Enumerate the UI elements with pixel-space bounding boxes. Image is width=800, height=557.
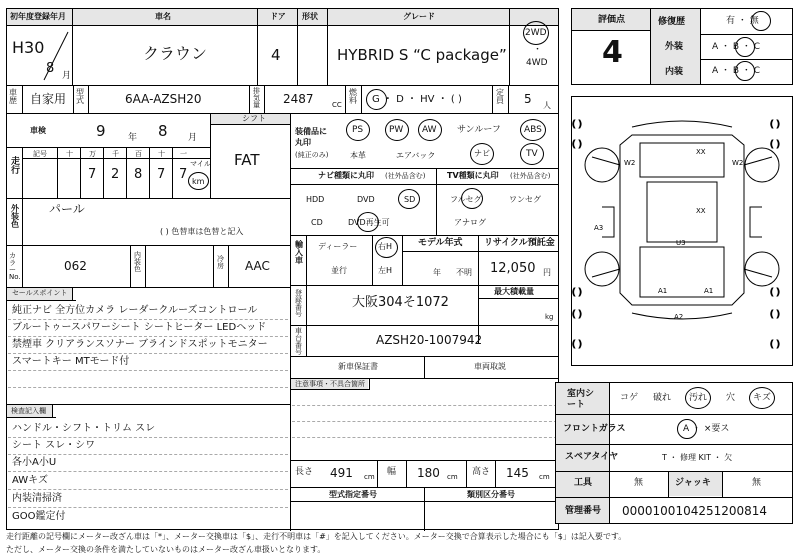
tv-fullseg: フルセグ [450,195,482,204]
svg-text:( ): ( ) [770,340,780,350]
era-value: H30 [12,38,45,57]
chassis-value: AZSH20-1007942 [376,333,483,347]
navi-label: ナビ種類に丸印 [318,171,374,180]
shape-label: 形状 [302,12,318,21]
color-label: 外装色 [11,204,19,229]
windshield-options: A ・ ×要ス [683,424,730,434]
seat-burn: コゲ [620,393,639,403]
grade-value: HYBRID S “C package” [337,46,507,64]
seat-hole: 穴 [726,393,736,403]
doors-value: 4 [271,46,281,64]
svg-text:( ): ( ) [572,288,582,298]
equip-aw: AW [422,125,437,135]
seat-scratch: キズ [753,393,771,403]
shift-label: シフト [242,114,266,123]
registration-value: 大阪304そ1072 [352,295,449,310]
drive-4wd: 4WD [526,58,548,68]
class-label: 車歴 [9,88,17,105]
import-lh: 左H [378,266,393,275]
mark-xx-top: XX [696,148,706,156]
model-year-unknown: 不明 [456,268,472,277]
jack-value: 無 [752,478,762,488]
svg-text:( ): ( ) [572,310,582,320]
inspection-month-unit: 月 [188,133,198,143]
svg-text:( ): ( ) [572,120,582,130]
sales-label: セールスポイント [12,289,68,297]
seat-tear: 破れ [653,393,672,403]
mgmt-value: 0000100104251200814 [622,504,768,518]
warranty-manual: 車両取説 [474,362,506,371]
km-label: km [192,177,205,186]
class-no-label: 類別区分番号 [467,490,515,499]
equip-pw: PW [389,125,404,135]
import-dealer: ディーラー [318,242,358,251]
drive-2wd: 2WD [525,28,547,38]
equip-leather: 本革 [350,151,366,160]
ac-label: 冷房 [217,255,224,270]
digit-label-5: 一 [180,150,187,158]
inspection-label: 車検 [30,126,46,135]
equip-abs: ABS [524,125,542,135]
jack-label: ジャッキ [675,478,711,488]
person-unit: 人 [543,101,551,110]
max-load-label: 最大積載量 [494,287,534,296]
digit-2: 8 [134,167,143,182]
digit-label-1: 万 [89,150,96,158]
inspector-line-4: AWキズ [12,475,48,486]
navi-dvd: DVD [357,195,375,204]
displacement-label: 排気量 [253,87,260,109]
color-note: ( ) 色替車は色替と記入 [160,227,244,236]
seat-label: 室内シート [567,389,595,410]
import-label: 輸入車 [295,240,303,265]
import-rh: 右H [378,242,393,251]
color-no-value: 062 [64,259,87,273]
inspector-line-5: 内装清掃済 [12,493,62,504]
inspector-line-6: GOO鑑定付 [12,511,66,522]
exterior-label: 外装 [665,42,684,52]
tv-oneseg: ワンセグ [509,195,541,204]
svg-text:( ): ( ) [572,340,582,350]
recycle-label: リサイクル預託金 [484,238,555,248]
footer-line-1: 走行距離の記号欄にメーター改ざん車は「*」、メーター交換車は「$」、走行不明車は「#」を記入してください。メーター交換で合算表示した場合にも「$」は記入要です。 [6,532,627,541]
inspector-line-2: シート スレ・シワ [12,440,96,451]
ext-options: A ・ B ・ C [712,42,761,52]
mileage-label: 走行 [11,157,21,176]
equip-navi: ナビ [474,149,490,158]
svg-text:( ): ( ) [572,140,582,150]
digit-label-0: 十 [66,150,73,158]
score-value: 4 [602,35,623,70]
car-name-label: 車名 [155,12,171,21]
height-unit: cm [539,473,550,481]
mileage-code-label: 記号 [33,150,47,158]
windshield-label: フロントガラス [563,424,626,434]
month-unit: 月 [62,71,72,81]
model-value: 6AA-AZSH20 [125,92,202,106]
import-parallel: 並行 [331,266,347,275]
navi-cd: CD [311,218,323,227]
mark-a1-left: A1 [658,287,668,295]
capacity-label: 定員 [496,88,504,105]
equipment-label: 装備品に丸印 [295,127,327,147]
type-approval-label: 型式指定番号 [329,490,377,499]
navi-hdd: HDD [306,195,325,204]
width-unit: cm [447,473,458,481]
interior-label: 内装 [665,67,684,77]
shift-value: FAT [234,151,260,169]
svg-text:( ): ( ) [770,140,780,150]
tv-analog: アナログ [454,218,486,227]
class-value: 自家用 [30,92,67,106]
model-year-label: モデル年式 [418,238,463,248]
footer-line-2: ただし、メーター交換の条件を満たしていないものはメーター改ざん車扱いとなります。 [6,545,326,554]
equip-sunroof: サンルーフ [457,125,501,135]
equip-airbag: エアバック [396,151,436,160]
spare-label: スペアタイヤ [565,452,619,462]
repair-label: 修復歴 [658,17,686,27]
equip-ps: PS [352,125,364,135]
sales-line-3: 禁煙車 クリアランスソナー ブラインドスポットモニター [12,339,268,350]
length-unit: cm [364,473,375,481]
color-no-label: カラーNo. [9,252,21,281]
notes-label: 注意事項・不具合箇所 [295,380,365,388]
digit-3: 7 [157,167,166,182]
month-value: 8 [46,61,55,76]
width-label: 幅 [387,467,397,477]
svg-text:( ): ( ) [770,120,780,130]
car-name-value: クラウン [143,44,208,63]
grade-label: グレード [403,12,435,21]
digit-4: 7 [179,167,188,182]
inspection-year: 9 [96,122,106,140]
door-label: ドア [270,12,286,21]
color-value: パール [49,202,85,216]
chassis-label: 車台番号 [295,327,302,356]
inspector-line-1: ハンドル・シフト・トリム スレ [12,423,156,434]
equip-tv: TV [526,149,538,159]
digit-1: 2 [111,167,120,182]
svg-text:( ): ( ) [770,310,780,320]
navi-dvd-play: DVD再生可 [348,218,390,227]
car-diagram [572,97,792,365]
registration-label: 登録番号 [295,289,302,318]
navi-sub: (社外品含む) [385,172,426,180]
height-value: 145 [506,466,529,480]
mark-w2-left: W2 [624,159,636,167]
tools-label: 工具 [574,478,593,488]
drive-sep: ・ [533,45,543,55]
seat-dirt: 汚れ [689,393,708,403]
mile-label: マイル [190,160,211,168]
sales-line-2: ブルートゥースパワーシート シートヒーター LEDヘッド [12,322,267,333]
repair-options: 有 ・ 無 [726,16,759,26]
fuel-options: G ・ D ・ HV ・ ( ) [372,94,462,105]
navi-sd: SD [404,195,416,204]
inspector-line-3: 各小A小U [12,457,57,468]
digit-label-4: 十 [158,150,165,158]
mark-u3: U3 [676,239,686,247]
width-value: 180 [417,466,440,480]
score-label: 評価点 [598,15,626,25]
mark-a1-right: A1 [704,287,714,295]
mark-xx-mid: XX [696,207,706,215]
mark-a2: A2 [674,313,684,321]
digit-0: 7 [88,167,97,182]
sales-line-1: 純正ナビ 全方位カメラ レーダークルーズコントロール [12,305,258,316]
first-reg-label: 初年度登録年月 [10,12,66,21]
inspection-year-unit: 年 [128,133,138,143]
length-value: 491 [330,466,353,480]
digit-label-2: 千 [112,150,119,158]
model-label: 型式 [76,88,84,105]
displacement-value: 2487 [283,92,314,106]
warranty-new: 新車保証書 [338,362,378,371]
ac-value: AAC [245,259,270,273]
model-year-unit: 年 [433,268,441,277]
recycle-value: 12,050 [490,261,536,276]
svg-text:( ): ( ) [770,288,780,298]
mark-w2-right: W2 [732,159,744,167]
capacity-value: 5 [524,92,532,106]
length-label: 長さ [295,467,314,477]
tools-value: 無 [634,478,644,488]
fuel-label: 燃料 [349,88,357,105]
inspection-month: 8 [158,122,168,140]
height-label: 高さ [472,467,491,477]
equipment-sub: (純正のみ) [295,151,329,159]
inspector-label: 検査記入欄 [11,407,46,415]
sales-line-4: スマートキー MTモード付 [12,356,130,367]
int-color-label: 内装色 [134,251,141,273]
tv-sub: (社外品含む) [510,172,551,180]
recycle-unit: 円 [543,268,551,277]
int-options: A ・ B ・ C [712,66,761,76]
digit-label-3: 百 [135,150,142,158]
mgmt-label: 管理番号 [565,506,602,516]
mark-a3: A3 [594,224,604,232]
tv-label: TV種類に丸印 [447,171,499,180]
spare-options: T ・ 修理 KIT ・ 欠 [662,453,733,462]
cc-unit: CC [332,101,342,109]
kg-unit: kg [545,313,554,321]
